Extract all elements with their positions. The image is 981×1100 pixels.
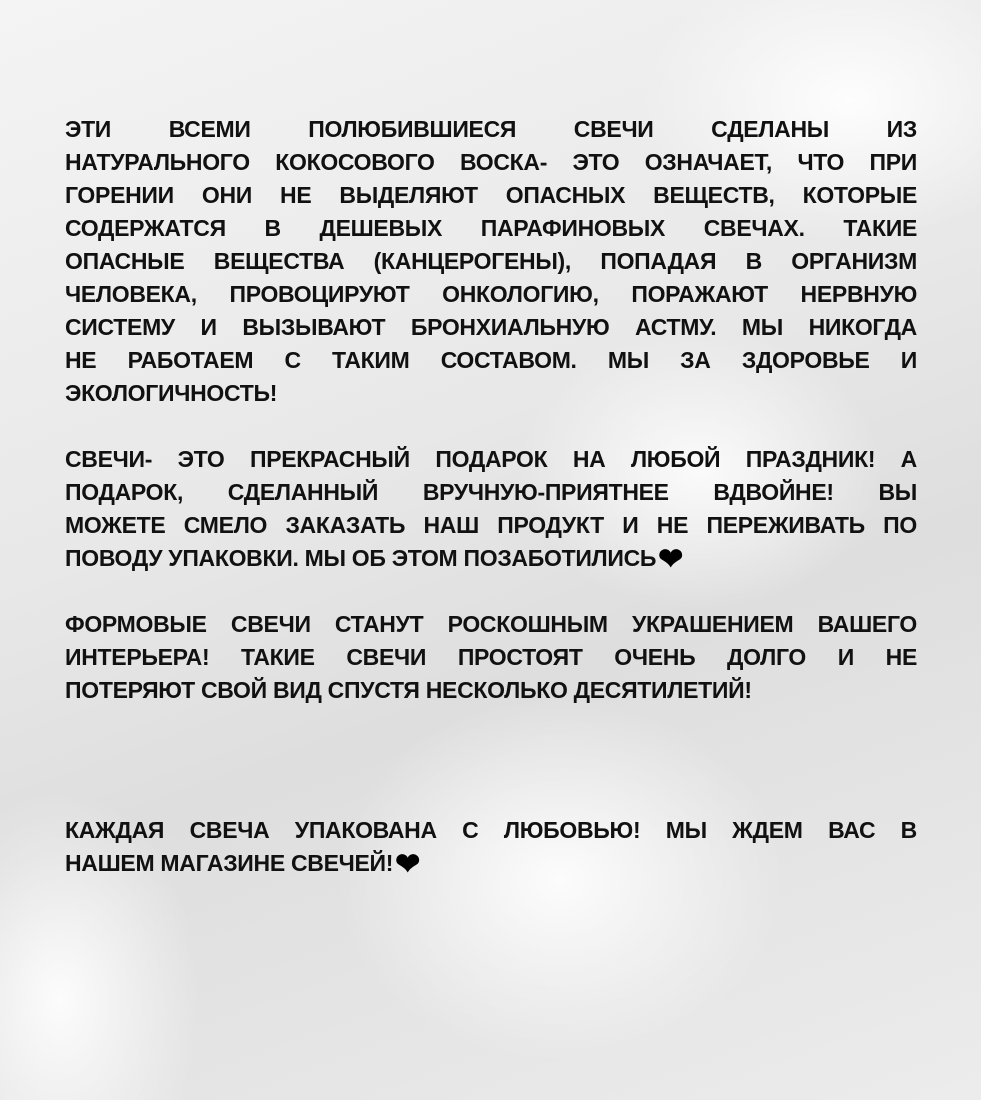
text-line: МОЖЕТЕ СМЕЛО ЗАКАЗАТЬ НАШ ПРОДУКТ И НЕ ПЕРЕЖИВАТЬ ПО [65, 512, 917, 538]
paragraph-natural-wax [65, 113, 917, 410]
text-line: ЭТИ ВСЕМИ ПОЛЮБИВШИЕСЯ СВЕЧИ СДЕЛАНЫ ИЗ [65, 116, 917, 142]
text-line [65, 542, 917, 575]
text-line: ГОРЕНИИ ОНИ НЕ ВЫДЕЛЯЮТ ОПАСНЫХ ВЕЩЕСТВ, КОТОРЫЕ [65, 182, 917, 208]
paragraph-packaging [65, 814, 917, 880]
text-line: СИСТЕМУ И ВЫЗЫВАЮТ БРОНХИАЛЬНУЮ АСТМУ. МЫ НИКОГДА [65, 314, 917, 340]
text-line-content: ПОВОДУ УПАКОВКИ. МЫ ОБ ЭТОМ ПОЗАБОТИЛИСЬ [65, 545, 657, 571]
heart-icon: ❤︎ [395, 848, 420, 881]
text-line: ПОТЕРЯЮТ СВОЙ ВИД СПУСТЯ НЕСКОЛЬКО ДЕСЯТИЛЕТИЙ! [65, 677, 752, 703]
text-line: СВЕЧИ- ЭТО ПРЕКРАСНЫЙ ПОДАРОК НА ЛЮБОЙ ПРАЗДНИК! А [65, 446, 917, 472]
text-line-content: НАШЕМ МАГАЗИНЕ СВЕЧЕЙ! [65, 850, 394, 876]
text-line [65, 847, 917, 880]
text-line: НЕ РАБОТАЕМ С ТАКИМ СОСТАВОМ. МЫ ЗА ЗДОРОВЬЕ И [65, 347, 917, 373]
text-line: ЧЕЛОВЕКА, ПРОВОЦИРУЮТ ОНКОЛОГИЮ, ПОРАЖАЮТ НЕРВНУЮ [65, 281, 917, 307]
heart-icon: ❤︎ [658, 543, 683, 576]
text-line: ИНТЕРЬЕРА! ТАКИЕ СВЕЧИ ПРОСТОЯТ ОЧЕНЬ ДОЛГО И НЕ [65, 644, 917, 670]
text-line: ПОДАРОК, СДЕЛАННЫЙ ВРУЧНУЮ-ПРИЯТНЕЕ ВДВОЙНЕ! ВЫ [65, 479, 917, 505]
paragraph-interior [65, 608, 917, 707]
text-line: ФОРМОВЫЕ СВЕЧИ СТАНУТ РОСКОШНЫМ УКРАШЕНИЕМ ВАШЕГО [65, 611, 917, 637]
text-line: КАЖДАЯ СВЕЧА УПАКОВАНА С ЛЮБОВЬЮ! МЫ ЖДЕМ ВАС В [65, 817, 917, 843]
text-line: ОПАСНЫЕ ВЕЩЕСТВА (КАНЦЕРОГЕНЫ), ПОПАДАЯ В ОРГАНИЗМ [65, 248, 917, 274]
text-line: СОДЕРЖАТСЯ В ДЕШЕВЫХ ПАРАФИНОВЫХ СВЕЧАХ. ТАКИЕ [65, 215, 917, 241]
description-text [65, 113, 917, 880]
text-line: ЭКОЛОГИЧНОСТЬ! [65, 380, 278, 406]
paragraph-gift [65, 443, 917, 575]
text-line: НАТУРАЛЬНОГО КОКОСОВОГО ВОСКА- ЭТО ОЗНАЧАЕТ, ЧТО ПРИ [65, 149, 917, 175]
